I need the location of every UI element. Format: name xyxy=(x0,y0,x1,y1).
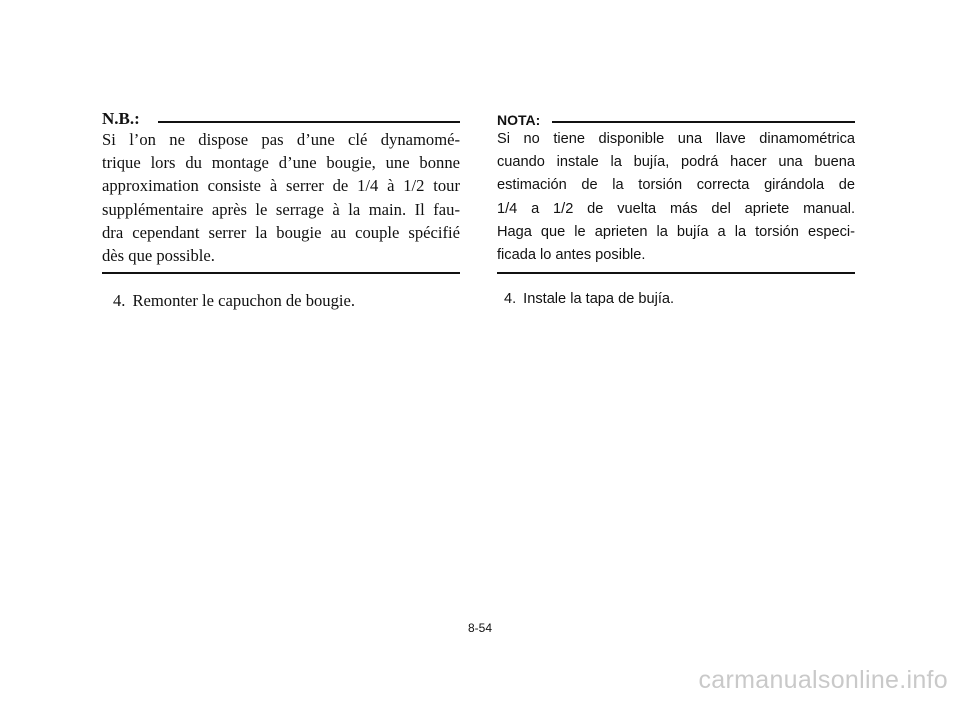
step-text-fr: Remonter le capuchon de bougie. xyxy=(132,291,356,311)
watermark: carmanualsonline.info xyxy=(698,666,948,694)
step-item-fr xyxy=(102,291,460,311)
page-number: 8-54 xyxy=(467,621,493,635)
note-line-es: estimación de la torsión correcta girándola de xyxy=(497,177,855,194)
note-bottom-rule-es xyxy=(497,272,855,274)
french-column xyxy=(102,103,460,311)
step-number-fr: 4. xyxy=(113,291,126,311)
note-line-fr: supplémentaire après le serrage à la main. Il fau- xyxy=(102,199,460,219)
note-line-fr: trique lors du montage d’une bougie, une bonne xyxy=(102,153,460,173)
step-item-es xyxy=(497,291,855,307)
note-header-fr xyxy=(102,103,460,127)
note-line-es: cuando instale la bujía, podrá hacer una buena xyxy=(497,154,855,171)
note-line-fr: Si l’on ne dispose pas d’une clé dynamomé- xyxy=(102,130,460,149)
spanish-column xyxy=(497,103,855,307)
note-line-fr: dra cependant serrer la bougie au couple spécifié xyxy=(102,222,460,242)
step-number-es: 4. xyxy=(504,291,517,308)
note-label-fr: N.B.: xyxy=(102,109,140,128)
note-body-es xyxy=(497,128,855,267)
note-line-es: Haga que le aprieten la bujía a la torsión especi- xyxy=(497,223,855,240)
note-line-fr: approximation consiste à serrer de 1/4 à 1/2 tour xyxy=(102,176,460,196)
note-line-fr: dès que possible. xyxy=(102,246,215,266)
note-line-es: Si no tiene disponible una llave dinamométrica xyxy=(497,131,855,147)
note-bottom-rule-fr xyxy=(102,272,460,274)
note-line-es: 1/4 a 1/2 de vuelta más del apriete manual. xyxy=(497,200,855,217)
note-top-rule-es xyxy=(552,121,855,123)
step-text-es: Instale la tapa de bujía. xyxy=(523,291,675,308)
note-top-rule-fr xyxy=(158,121,460,123)
note-header-es xyxy=(497,103,855,127)
note-line-es: ficada lo antes posible. xyxy=(497,247,646,264)
note-body-fr xyxy=(102,128,460,267)
note-label-es: NOTA: xyxy=(497,112,541,128)
